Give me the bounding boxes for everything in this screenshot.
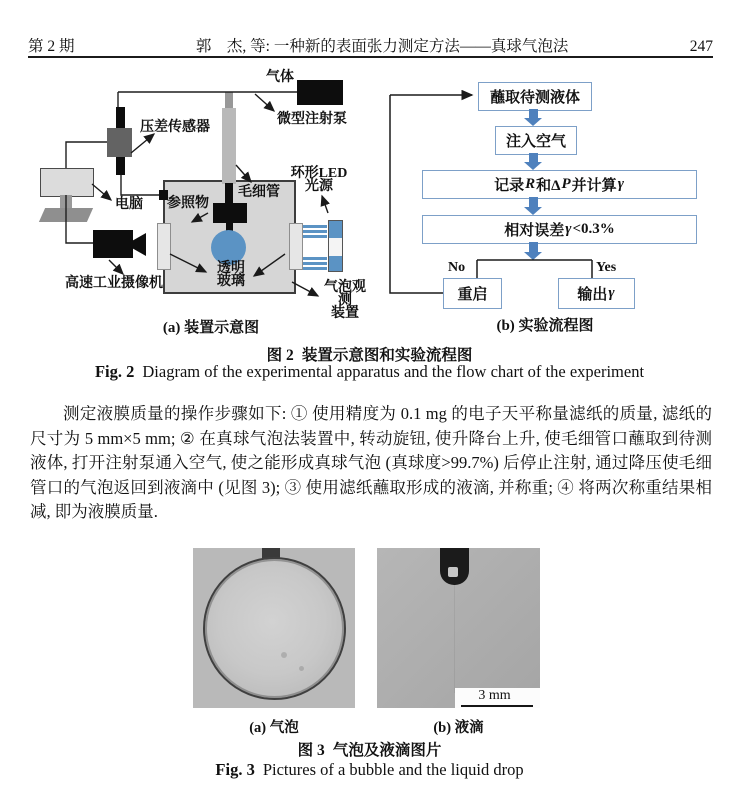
figure3-caption-zh-prefix: 图 3: [297, 742, 325, 759]
flow-step3-var-R: R: [525, 176, 536, 192]
pressure-sensor-label: 压差传感器: [140, 120, 210, 135]
photo-speck: [299, 666, 304, 671]
flow-step-inject-air: 注入空气: [495, 126, 577, 155]
panel-b-caption: (b) 实验流程图: [496, 318, 594, 334]
figure2-flow-chart: [380, 70, 715, 340]
flow-step3-var-P: P: [561, 176, 571, 192]
figure3-droplet-photo: [377, 548, 540, 708]
scale-bar-label: 3 mm: [478, 688, 511, 703]
scale-bar-line: [461, 705, 533, 707]
figure2-caption-en-text: Diagram of the experimental apparatus and the flow chart of the experiment: [142, 362, 645, 381]
observe-device-label-line2: 装置: [331, 306, 359, 321]
ring-led-label: [290, 167, 348, 193]
flow-step-restart: 重启: [443, 278, 502, 309]
figure2-caption-en: [0, 362, 739, 382]
reference-object-label: 参照物: [167, 196, 209, 211]
glass-label: [212, 262, 250, 288]
figure3-caption-a: (a) 气泡: [249, 720, 299, 736]
branch-yes-label: Yes: [596, 260, 617, 275]
flow-step3-text: 记录: [494, 178, 525, 194]
figure2-caption-zh-prefix: 图 2: [266, 347, 294, 364]
photo-speck: [281, 652, 287, 658]
panel-a-caption: (a) 装置示意图: [162, 320, 260, 336]
branch-no-label: No: [448, 260, 466, 275]
bubble-image-circle: [203, 557, 346, 700]
figure2-caption-en-prefix: Fig. 2: [94, 362, 135, 381]
flow-step-dip-liquid: 蘸取待测液体: [478, 82, 592, 111]
observe-device-label: [318, 281, 372, 320]
glass-label-line2: 玻璃: [217, 274, 245, 289]
figure3-bubble-photo: [193, 548, 355, 708]
figure3-caption-zh: [0, 738, 739, 760]
flow-step3-text: 并计算: [571, 178, 617, 194]
photo-artifact-line: [454, 585, 455, 693]
camera-label: 高速工业摄像机: [65, 276, 163, 291]
glass-label-line1: 透明: [217, 261, 245, 276]
flowchart-lines: [380, 70, 715, 340]
ring-led-label-line2: 光源: [305, 179, 333, 194]
flow-step3-var-gamma: γ: [617, 176, 624, 192]
running-title: 郭 杰, 等: 一种新的表面张力测定方法——真球气泡法: [195, 38, 569, 55]
running-header: [28, 34, 713, 56]
figure3-caption-en-prefix: Fig. 3: [215, 760, 255, 779]
computer-label: 电脑: [115, 197, 143, 212]
scale-bar: [455, 688, 540, 708]
figure3-caption-en: [0, 760, 739, 780]
figure2-apparatus-diagram: [30, 70, 375, 340]
page-number: 247: [689, 38, 713, 55]
syringe-pump-label: 微型注射泵: [277, 112, 347, 127]
capillary-label: 毛细管: [238, 185, 280, 200]
figure3-caption-zh-text: 气泡及液滴图片: [332, 742, 442, 759]
flow-step3-text: 和Δ: [536, 178, 561, 194]
gas-label: 气体: [266, 70, 294, 85]
figure3-caption-en-text: Pictures of a bubble and the liquid drop: [262, 760, 524, 779]
header-rule: [28, 56, 713, 58]
body-paragraph: 测定液膜质量的操作步骤如下: ① 使用精度为 0.1 mg 的电子天平称量滤纸的质量, 滤纸的尺寸为 5 mm×5 mm; ② 在真球气泡法装置中, 转动旋钮, 使升降台上升, 使毛细管口蘸取到待测液体, 打开注射泵通入空气, 使之能形成真球气泡 (真球度>99.7%) 后停止注射, 通过降压使毛细管口的气泡返回到液滴中 (见图 3); ③ 使用滤纸蘸取形成的液滴, 并称重; ④ 将两次称重结果相减, 即为液膜质量.: [30, 404, 712, 521]
figure2-caption-zh-text: 装置示意图和实验流程图: [301, 347, 473, 364]
flow-step4-text: <0.3%: [572, 221, 615, 237]
droplet-highlight: [448, 567, 458, 577]
figure3-caption-b: (b) 液滴: [433, 720, 484, 736]
journal-issue: 第 2 期: [28, 38, 75, 55]
flow-step4-text: 相对误差: [504, 223, 565, 239]
ring-led-label-line1: 环形LED: [290, 166, 348, 181]
observe-device-label-line1: 气泡观测: [324, 280, 366, 308]
flow-output-var-gamma: γ: [608, 285, 615, 301]
flow-step4-var-gamma: γ: [565, 221, 572, 237]
flow-output-text: 输出: [577, 287, 608, 303]
